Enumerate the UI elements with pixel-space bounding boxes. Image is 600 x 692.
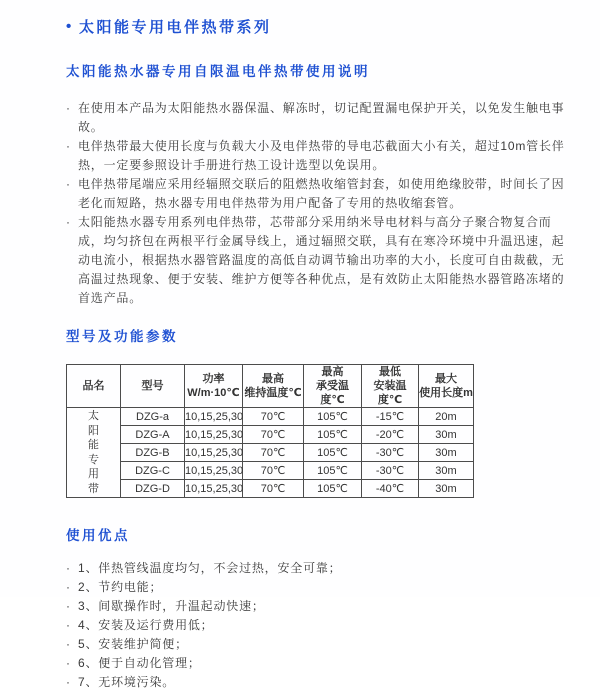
usage-note-item xyxy=(66,175,566,213)
advantages-section-heading: 使用优点 xyxy=(66,528,130,543)
usage-note-text: 电伴热带最大使用长度与负载大小及电伴热带的导电芯截面大小有关，超过10m管长伴热，一定要参照设计手册进行热工设计选型以免误用。 xyxy=(78,139,565,172)
max-length-cell: 20m xyxy=(419,408,474,426)
usage-note-item xyxy=(66,213,566,308)
table-row xyxy=(67,426,474,444)
withstand-temp-cell: 105℃ xyxy=(304,480,362,498)
header-line: 最高 xyxy=(262,373,284,385)
bullet-icon: · xyxy=(66,561,71,575)
advantage-item xyxy=(66,654,566,673)
header-line: 品名 xyxy=(82,380,105,392)
advantage-text: 7、无环境污染。 xyxy=(78,675,176,689)
advantage-item xyxy=(66,597,566,616)
advantage-item xyxy=(66,616,566,635)
advantage-item xyxy=(66,559,566,578)
advantage-text: 1、伴热管线温度均匀，不会过热，安全可靠； xyxy=(78,561,342,575)
usage-note-text: 在使用本产品为太阳能热水器保温、解冻时，切记配置漏电保护开关，以免发生触电事故。 xyxy=(78,101,565,134)
install-temp-cell: -30℃ xyxy=(362,462,419,480)
advantage-item xyxy=(66,673,566,692)
col-header-product xyxy=(67,365,121,408)
maintain-temp-cell: 70℃ xyxy=(243,426,304,444)
header-line: 使用长度m xyxy=(419,387,473,399)
advantage-item xyxy=(66,635,566,654)
max-length-cell: 30m xyxy=(419,462,474,480)
withstand-temp-cell: 105℃ xyxy=(304,462,362,480)
usage-section-heading: 太阳能热水器专用自限温电伴热带使用说明 xyxy=(66,64,370,79)
model-cell: DZG-A xyxy=(121,426,185,444)
max-length-cell: 30m xyxy=(419,426,474,444)
col-header-power xyxy=(185,365,243,408)
bullet-icon: · xyxy=(66,177,71,191)
header-line: 功率 xyxy=(202,373,225,385)
col-header-install-temp xyxy=(362,365,419,408)
table-row xyxy=(67,444,474,462)
header-line: 维持温度℃ xyxy=(244,387,302,399)
header-line: 最大 xyxy=(435,373,457,385)
table-row xyxy=(67,480,474,498)
bullet-icon: · xyxy=(66,656,71,670)
withstand-temp-cell: 105℃ xyxy=(304,444,362,462)
header-row xyxy=(67,365,474,408)
usage-note-item xyxy=(66,99,566,137)
maintain-temp-cell: 70℃ xyxy=(243,444,304,462)
power-cell: 10,15,25,30 xyxy=(185,444,243,462)
maintain-temp-cell: 70℃ xyxy=(243,408,304,426)
advantage-text: 4、安装及运行费用低； xyxy=(78,618,214,632)
spec-section-heading: 型号及功能参数 xyxy=(66,329,178,344)
max-length-cell: 30m xyxy=(419,480,474,498)
install-temp-cell: -40℃ xyxy=(362,480,419,498)
withstand-temp-cell: 105℃ xyxy=(304,408,362,426)
header-line: 承受温度℃ xyxy=(316,380,349,406)
col-header-maintain-temp xyxy=(243,365,304,408)
advantage-item xyxy=(66,578,566,597)
model-cell: DZG-a xyxy=(121,408,185,426)
page-title xyxy=(66,16,566,37)
usage-note-item xyxy=(66,137,566,175)
header-line: 最高 xyxy=(321,366,344,378)
spec-table-header xyxy=(67,365,474,408)
model-cell: DZG-D xyxy=(121,480,185,498)
header-line: 最低 xyxy=(379,366,401,378)
usage-note-text: 电伴热带尾端应采用经辐照交联后的阻燃热收缩管封套，如使用绝缘胶带，时间长了因老化而短路，热水器专用电伴热带为用户配备了专用的热收缩套管。 xyxy=(78,177,565,210)
bullet-icon: · xyxy=(66,599,71,613)
spec-table-body xyxy=(67,408,474,498)
bullet-icon: · xyxy=(66,675,71,689)
withstand-temp-cell: 105℃ xyxy=(304,426,362,444)
bullet-icon: · xyxy=(66,215,71,229)
col-header-withstand-temp xyxy=(304,365,362,408)
bullet-icon: · xyxy=(66,101,71,115)
bullet-icon: · xyxy=(66,637,71,651)
power-cell: 10,15,25,30 xyxy=(185,408,243,426)
install-temp-cell: -30℃ xyxy=(362,444,419,462)
power-cell: 10,15,25,30 xyxy=(185,480,243,498)
bullet-icon: · xyxy=(66,139,71,153)
install-temp-cell: -20℃ xyxy=(362,426,419,444)
model-cell: DZG-C xyxy=(121,462,185,480)
page-title-text: 太阳能专用电伴热带系列 xyxy=(79,19,272,36)
bullet-icon: · xyxy=(66,580,71,594)
usage-note-text: 太阳能热水器专用系列电伴热带，芯带部分采用纳米导电材料与高分子聚合物复合而成，均匀挤包在两根平行金属导线上，通过辐照交联，具有在寒冷环境中升温迅速，起动电流小，根据热水器管路温度的高低自动调节输出功率的大小，长度可自由裁截，无高温过热现象、便于安装、维护方便等各种优点，是有效防止太阳能热水器管路冻堵的首选产品。 xyxy=(78,215,565,305)
title-bullet-icon: • xyxy=(66,18,72,35)
maintain-temp-cell: 70℃ xyxy=(243,462,304,480)
advantage-text: 3、间歇操作时，升温起动快速； xyxy=(78,599,265,613)
table-row xyxy=(67,462,474,480)
header-line: W/m·10℃ xyxy=(187,387,240,399)
col-header-model xyxy=(121,365,185,408)
bullet-icon: · xyxy=(66,618,71,632)
product-name-vertical: 太阳能专用带 xyxy=(88,410,99,495)
header-line: 型号 xyxy=(141,380,164,392)
spec-table xyxy=(66,364,474,498)
advantage-text: 5、安装维护简便； xyxy=(78,637,188,651)
col-header-max-length xyxy=(419,365,474,408)
install-temp-cell: -15℃ xyxy=(362,408,419,426)
advantage-text: 2、节约电能； xyxy=(78,580,163,594)
power-cell: 10,15,25,30 xyxy=(185,462,243,480)
model-cell: DZG-B xyxy=(121,444,185,462)
advantages-list xyxy=(66,559,566,692)
advantage-text: 6、便于自动化管理； xyxy=(78,656,201,670)
power-cell: 10,15,25,30 xyxy=(185,426,243,444)
table-row xyxy=(67,408,474,426)
product-name-cell xyxy=(67,408,121,498)
maintain-temp-cell: 70℃ xyxy=(243,480,304,498)
usage-notes-list xyxy=(66,99,566,308)
header-line: 安装温度℃ xyxy=(373,380,407,406)
max-length-cell: 30m xyxy=(419,444,474,462)
